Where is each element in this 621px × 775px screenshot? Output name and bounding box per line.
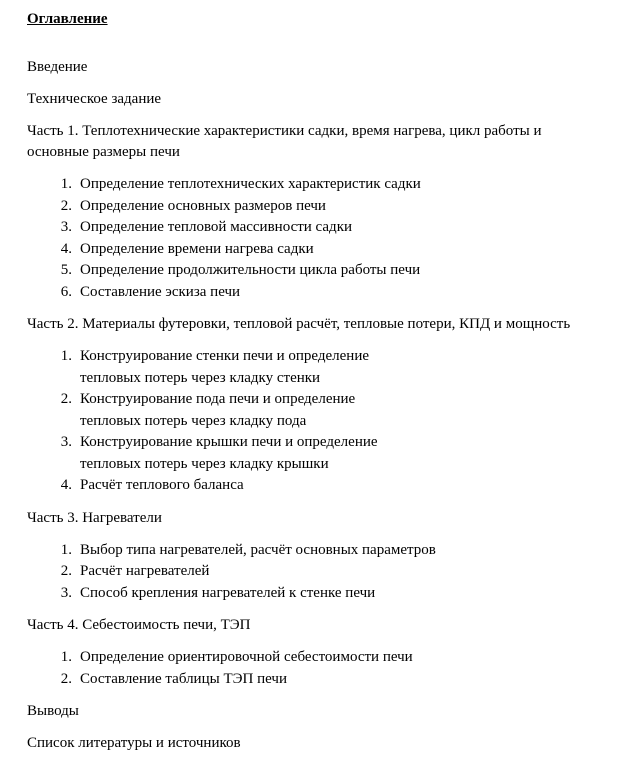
toc-part-heading: Часть 1. Теплотехнические характеристики садки, время нагрева, цикл работы и основные размеры печи [27, 123, 542, 160]
toc-references: Список литературы и источников [27, 735, 241, 751]
toc-conclusions: Выводы [27, 703, 79, 719]
list-item-number: 2. [60, 197, 72, 214]
list-item-text [72, 432, 378, 475]
list-item [27, 561, 602, 583]
list-item [27, 346, 602, 389]
list-item-text [72, 174, 421, 196]
list-item [27, 432, 602, 475]
list-item-number: 1. [60, 348, 72, 364]
list-item-number: 3. [60, 434, 72, 450]
list-item [27, 647, 602, 669]
list-item-number: 2. [60, 391, 72, 407]
list-item-text [72, 239, 314, 261]
list-item-line: Определение продолжительности цикла работы печи [80, 262, 421, 278]
table-of-contents [27, 9, 602, 765]
list-item [27, 475, 602, 497]
list-item [27, 669, 602, 691]
toc-tech-task: Техническое задание [27, 91, 162, 107]
list-item-text [72, 282, 240, 304]
list-item-text [72, 389, 355, 432]
list-item [27, 389, 602, 432]
toc-intro: Введение [27, 59, 88, 75]
toc-part-list [27, 540, 602, 605]
list-item-line: Определение теплотехнических характеристик садки [80, 176, 421, 192]
list-item-line: Расчёт нагревателей [80, 563, 210, 579]
list-item-text [72, 583, 375, 605]
toc-part-heading: Часть 2. Материалы футеровки, тепловой расчёт, тепловые потери, КПД и мощность [27, 316, 571, 332]
list-item [27, 239, 602, 261]
toc-part-heading: Часть 4. Себестоимость печи, ТЭП [27, 617, 251, 633]
list-item-line: Составление эскиза печи [80, 283, 241, 300]
list-item-line: Определение основных размеров печи [80, 197, 326, 214]
toc-part-list [27, 174, 602, 303]
list-item-text [72, 260, 420, 282]
list-item-number: 5. [60, 262, 72, 278]
list-item-number: 3. [60, 584, 72, 601]
list-item-number: 3. [60, 219, 72, 235]
list-item-line: Расчёт теплового баланса [80, 477, 244, 493]
list-item-line: Конструирование пода печи и определение [80, 391, 356, 407]
list-item-line: тепловых потерь через кладку пода [80, 412, 307, 429]
list-item-text [72, 561, 209, 583]
list-item-line: Определение ориентировочной себестоимости печи [80, 649, 413, 665]
list-item-text [72, 540, 436, 562]
list-item-number: 2. [60, 670, 72, 687]
list-item [27, 583, 602, 605]
list-item [27, 282, 602, 304]
list-item [27, 260, 602, 282]
list-item-text [72, 475, 244, 497]
toc-part-list [27, 647, 602, 690]
list-item-line: Конструирование крышки печи и определение [80, 434, 378, 450]
list-item [27, 196, 602, 218]
list-item-line: Определение тепловой массивности садки [80, 219, 353, 235]
list-item-text [72, 669, 287, 691]
list-item-number: 2. [60, 563, 72, 579]
list-item [27, 217, 602, 239]
list-item-number: 4. [60, 477, 72, 493]
list-item-text [72, 346, 369, 389]
list-item-line: тепловых потерь через кладку крышки [80, 455, 329, 472]
list-item-line: Конструирование стенки печи и определение [80, 348, 370, 364]
list-item-line: Определение времени нагрева садки [80, 240, 314, 257]
page-title: Оглавление [27, 11, 108, 27]
list-item-text [72, 217, 352, 239]
list-item-number: 1. [60, 176, 72, 192]
list-item-line: тепловых потерь через кладку стенки [80, 369, 321, 386]
list-item-text [72, 647, 413, 669]
list-item [27, 540, 602, 562]
list-item-text [72, 196, 326, 218]
list-item-number: 1. [60, 541, 72, 558]
list-item-line: Выбор типа нагревателей, расчёт основных параметров [80, 541, 436, 558]
list-item-number: 4. [60, 240, 72, 257]
list-item-number: 1. [60, 649, 72, 665]
toc-part-list [27, 346, 602, 497]
list-item-number: 6. [60, 283, 72, 300]
list-item-line: Составление таблицы ТЭП печи [80, 670, 287, 687]
toc-parts [27, 121, 602, 690]
list-item-line: Способ крепления нагревателей к стенке печи [80, 584, 376, 601]
toc-part-heading: Часть 3. Нагреватели [27, 509, 162, 526]
list-item [27, 174, 602, 196]
